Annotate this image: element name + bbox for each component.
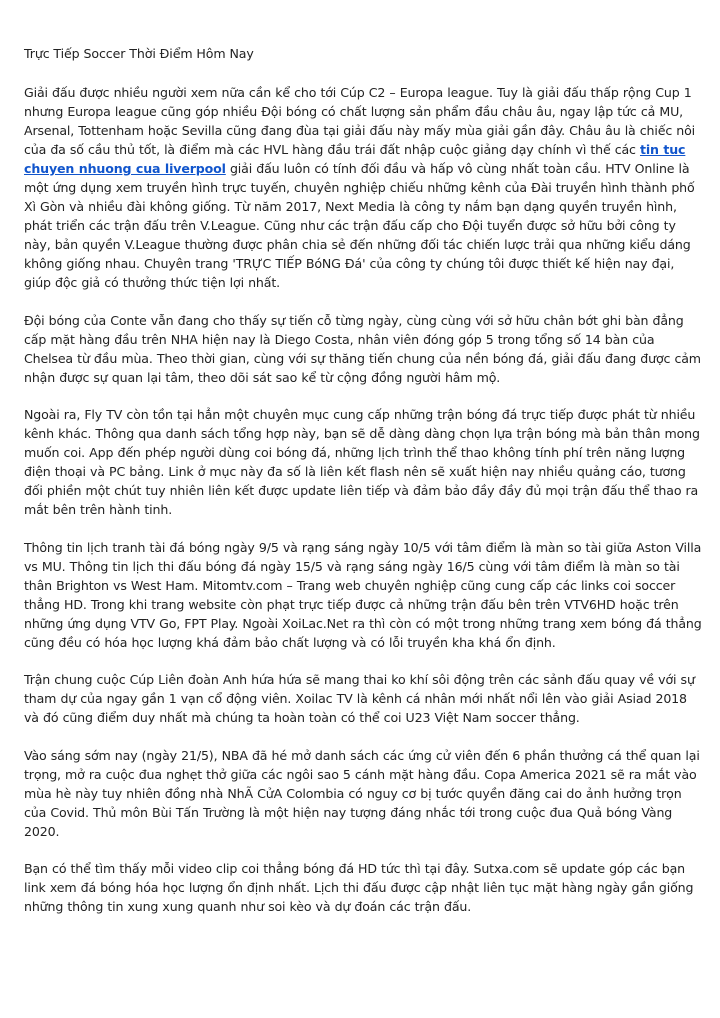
paragraph-1 <box>24 83 704 292</box>
paragraph-2: Đội bóng của Conte vẫn đang cho thấy sự tiến cỗ từng ngày, cùng cùng với sở hữu chân bớt ghi bàn đẳng cấp mặt hàng đầu trên NHA hiện nay là Diego Costa, nhân viên đóng góp 5 trong tổng số 14 bàn của Chelsea từ đầu mùa. Theo thời gian, cùng với sự thăng tiến chung của nền bóng đá, giải đấu đang được cảm nhận được sự quan lại tâm, theo dõi sát sao kể từ cộng đồng người hâm mộ. <box>24 312 701 385</box>
paragraph-7: Bạn có thể tìm thấy mỗi video clip coi thẳng bóng đá HD tức thì tại đây. Sutxa.com sẽ update góp các bạn link xem đá bóng hóa học lượng ổn định nhất. Lịch thi đấu được cập nhật liên tục mặt hàng ngày gần giống những thông tin xung xung quanh như soi kèo và dự đoán các trận đấu. <box>24 861 694 914</box>
paragraph-6: Vào sáng sớm nay (ngày 21/5), NBA đã hé mở danh sách các ứng cử viên đến 6 phần thưởng cá thể quan lại trọng, mở ra cuộc đua nghẹt thở giữa các ngôi sao 5 cánh mặt hàng đầu. Copa America 2021 sẽ ra mắt vào mùa hè này tuy nhiên đồng nhà NhÃ CửA Colombia có nguy cơ bị tước quyền đăng cai do ảnh hưởng trọn của Covid. Thủ môn Bùi Tấn Trường là một hiện nay tượng đáng nhắc tới trong cuộc đua Quả bóng Vàng 2020. <box>24 747 700 839</box>
document-page <box>24 44 704 935</box>
paragraph-4: Thông tin lịch tranh tài đá bóng ngày 9/5 và rạng sáng ngày 10/5 với tâm điểm là màn so tài giữa Aston Villa vs MU. Thông tin lịch thi đấu bóng đá ngày 15/5 và rạng sáng ngày 16/5 cùng với tâm điểm là màn so tài thân Brighton vs West Ham. Mitomtv.com – Trang web chuyên nghiệp cũng cung cấp các links coi soccer thẳng HD. Trong khi trang website còn phạt trực tiếp được cả những trận đấu bên trên VTV6HD hoặc trên những ứng dụng VTV Go, FPT Play. Ngoài XoiLac.Net ra thì còn có một trong những trang xem bóng đá thẳng cũng đều có hóa học lượng khá đảm bảo chất lượng và có lỗi truyền kha khá ổn định. <box>24 539 702 650</box>
paragraph-1-text-after: giải đấu luôn có tính đối đầu và hấp vô cùng nhất toàn cầu. HTV Online là một ứng dụng xem truyền hình trực tuyến, chuyên nghiệp chiếu những kênh của Đài truyền hình thành phố Xì Gòn và nhiều đài không giống. Từ năm 2017, Next Media là công ty nắm bạn dạng quyền truyền hình, phát triển các trận đấu trên V.League. Cũng như các trận đấu cấp cho Đội tuyển được sở hữu bởi công ty này, bản quyền V.League thường được phân chia sẻ đến những đối tác chiến lược trải qua những kiểu dáng không giống nhau. Chuyên trang 'TRỰC TIẾP BóNG Đá' của công ty chúng tôi được thiết kế hiện nay đại, giúp độc giả có thưởng thức tiện lợi nhất. <box>24 161 695 290</box>
liverpool-transfer-news-link[interactable]: tin tuc chuyen nhuong cua liverpool <box>24 142 686 176</box>
paragraph-3: Ngoài ra, Fly TV còn tồn tại hẳn một chuyên mục cung cấp những trận bóng đá trực tiếp được phát từ nhiều kênh khác. Thông qua danh sách tổng hợp này, bạn sẽ dễ dàng dàng chọn lựa trận bóng mà bản thân mong muốn coi. App đến phép người dùng coi bóng đá, những lịch trình thể thao không tính phí trên năng lượng điện thoại và PC bảng. Link ở mục này đa số là liên kết flash nên sẽ xuất hiện nay nhiều quảng cáo, tương đối phiền một chút tuy nhiên liên kết được update liên tiếp và đảm bảo đầy đầy đủ mọi trận đấu thể thao ra mắt bên trên hành tinh. <box>24 407 700 517</box>
page-title: Trực Tiếp Soccer Thời Điểm Hôm Nay <box>24 46 254 61</box>
paragraph-5: Trận chung cuộc Cúp Liên đoàn Anh hứa hứa sẽ mang thai ko khí sôi động trên các sảnh đấu quay về với sự tham dự của ngay gần 1 vạn cổ động viên. Xoilac TV là kênh cá nhân mới nhất nổi lên vào giải Asiad 2018 và đó cũng điểm duy nhất mà chúng ta hoàn toàn có thể coi U23 Việt Nam soccer thẳng. <box>24 672 695 725</box>
paragraph-1-text-before: Giải đấu được nhiều người xem nữa cần kể cho tới Cúp C2 – Europa league. Tuy là giải đấu thấp rộng Cup 1 nhưng Europa league cũng góp nhiều Đội bóng có chất lượng sản phẩm đầu châu âu, ngay lập tức cả MU, Arsenal, Tottenham hoặc Sevilla cũng đang đùa tại giải đấu này mấy mùa giải gần đây. Châu âu là chiếc nôi của đa số cầu thủ tốt, là điểm mà các HVL hàng đầu trái đất nhập cuộc giảng dạy chính vì thế các <box>24 85 695 157</box>
